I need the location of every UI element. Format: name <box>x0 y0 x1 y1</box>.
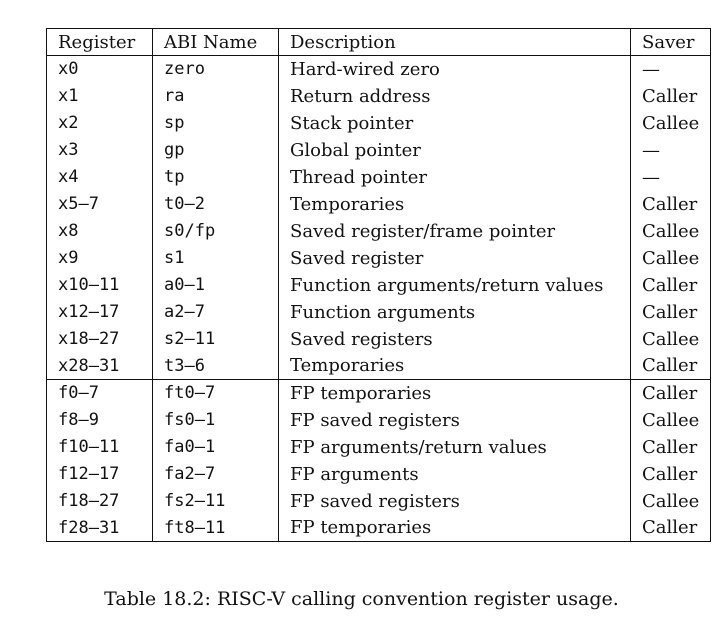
abi-name-cell: sp <box>153 110 279 137</box>
table-row <box>47 245 711 272</box>
description-cell: Function arguments <box>279 299 631 326</box>
table-row <box>47 137 711 164</box>
saver-cell: Callee <box>631 110 711 137</box>
saver-cell: Caller <box>631 380 711 407</box>
header-saver: Saver <box>631 29 711 56</box>
table-body <box>47 56 711 542</box>
abi-name-cell: s0/fp <box>153 218 279 245</box>
description-cell: FP temporaries <box>279 380 631 407</box>
abi-name-cell: s1 <box>153 245 279 272</box>
table-row <box>47 191 711 218</box>
description-cell: FP saved registers <box>279 488 631 515</box>
saver-cell: Callee <box>631 407 711 434</box>
description-cell: FP saved registers <box>279 407 631 434</box>
description-cell: Return address <box>279 83 631 110</box>
table-row <box>47 353 711 380</box>
saver-cell: Caller <box>631 272 711 299</box>
table-row <box>47 110 711 137</box>
table-row <box>47 299 711 326</box>
description-cell: FP temporaries <box>279 515 631 542</box>
abi-name-cell: ra <box>153 83 279 110</box>
description-cell: Global pointer <box>279 137 631 164</box>
abi-name-cell: gp <box>153 137 279 164</box>
saver-cell: — <box>631 164 711 191</box>
table-row <box>47 515 711 542</box>
register-cell: x0 <box>47 56 153 83</box>
abi-name-cell: fs2–11 <box>153 488 279 515</box>
description-cell: Temporaries <box>279 191 631 218</box>
register-cell: x5–7 <box>47 191 153 218</box>
register-cell: x8 <box>47 218 153 245</box>
table-row <box>47 164 711 191</box>
description-cell: FP arguments <box>279 461 631 488</box>
description-cell: Stack pointer <box>279 110 631 137</box>
register-cell: x4 <box>47 164 153 191</box>
register-cell: x3 <box>47 137 153 164</box>
abi-name-cell: t0–2 <box>153 191 279 218</box>
saver-cell: Caller <box>631 434 711 461</box>
abi-name-cell: fa0–1 <box>153 434 279 461</box>
register-usage-table <box>46 28 711 542</box>
description-cell: Hard-wired zero <box>279 56 631 83</box>
abi-name-cell: a0–1 <box>153 272 279 299</box>
table-caption: Table 18.2: RISC-V calling convention register usage. <box>104 588 619 610</box>
saver-cell: Caller <box>631 191 711 218</box>
description-cell: Saved register <box>279 245 631 272</box>
saver-cell: — <box>631 56 711 83</box>
table-row <box>47 83 711 110</box>
table-row <box>47 56 711 83</box>
abi-name-cell: s2–11 <box>153 326 279 353</box>
abi-name-cell: tp <box>153 164 279 191</box>
register-cell: f8–9 <box>47 407 153 434</box>
abi-name-cell: fa2–7 <box>153 461 279 488</box>
saver-cell: Callee <box>631 218 711 245</box>
table-row <box>47 488 711 515</box>
table-row <box>47 380 711 407</box>
table-row <box>47 272 711 299</box>
abi-name-cell: zero <box>153 56 279 83</box>
header-register: Register <box>47 29 153 56</box>
description-cell: FP arguments/return values <box>279 434 631 461</box>
abi-name-cell: fs0–1 <box>153 407 279 434</box>
abi-name-cell: ft8–11 <box>153 515 279 542</box>
saver-cell: Callee <box>631 488 711 515</box>
description-cell: Thread pointer <box>279 164 631 191</box>
table-row <box>47 407 711 434</box>
saver-cell: Caller <box>631 83 711 110</box>
description-cell: Saved registers <box>279 326 631 353</box>
saver-cell: Callee <box>631 245 711 272</box>
table-row <box>47 434 711 461</box>
saver-cell: Caller <box>631 515 711 542</box>
register-cell: x12–17 <box>47 299 153 326</box>
register-cell: f10–11 <box>47 434 153 461</box>
register-cell: x28–31 <box>47 353 153 380</box>
abi-name-cell: ft0–7 <box>153 380 279 407</box>
register-cell: x2 <box>47 110 153 137</box>
saver-cell: Callee <box>631 326 711 353</box>
header-abi-name: ABI Name <box>153 29 279 56</box>
table-row <box>47 461 711 488</box>
register-cell: x18–27 <box>47 326 153 353</box>
description-cell: Temporaries <box>279 353 631 380</box>
header-description: Description <box>279 29 631 56</box>
register-cell: x9 <box>47 245 153 272</box>
table-row <box>47 326 711 353</box>
saver-cell: — <box>631 137 711 164</box>
saver-cell: Caller <box>631 461 711 488</box>
register-cell: f0–7 <box>47 380 153 407</box>
abi-name-cell: t3–6 <box>153 353 279 380</box>
table-header-row <box>47 29 711 56</box>
register-cell: x10–11 <box>47 272 153 299</box>
saver-cell: Caller <box>631 353 711 380</box>
register-cell: f28–31 <box>47 515 153 542</box>
register-cell: f12–17 <box>47 461 153 488</box>
abi-name-cell: a2–7 <box>153 299 279 326</box>
table-row <box>47 218 711 245</box>
register-cell: x1 <box>47 83 153 110</box>
description-cell: Function arguments/return values <box>279 272 631 299</box>
saver-cell: Caller <box>631 299 711 326</box>
register-cell: f18–27 <box>47 488 153 515</box>
description-cell: Saved register/frame pointer <box>279 218 631 245</box>
